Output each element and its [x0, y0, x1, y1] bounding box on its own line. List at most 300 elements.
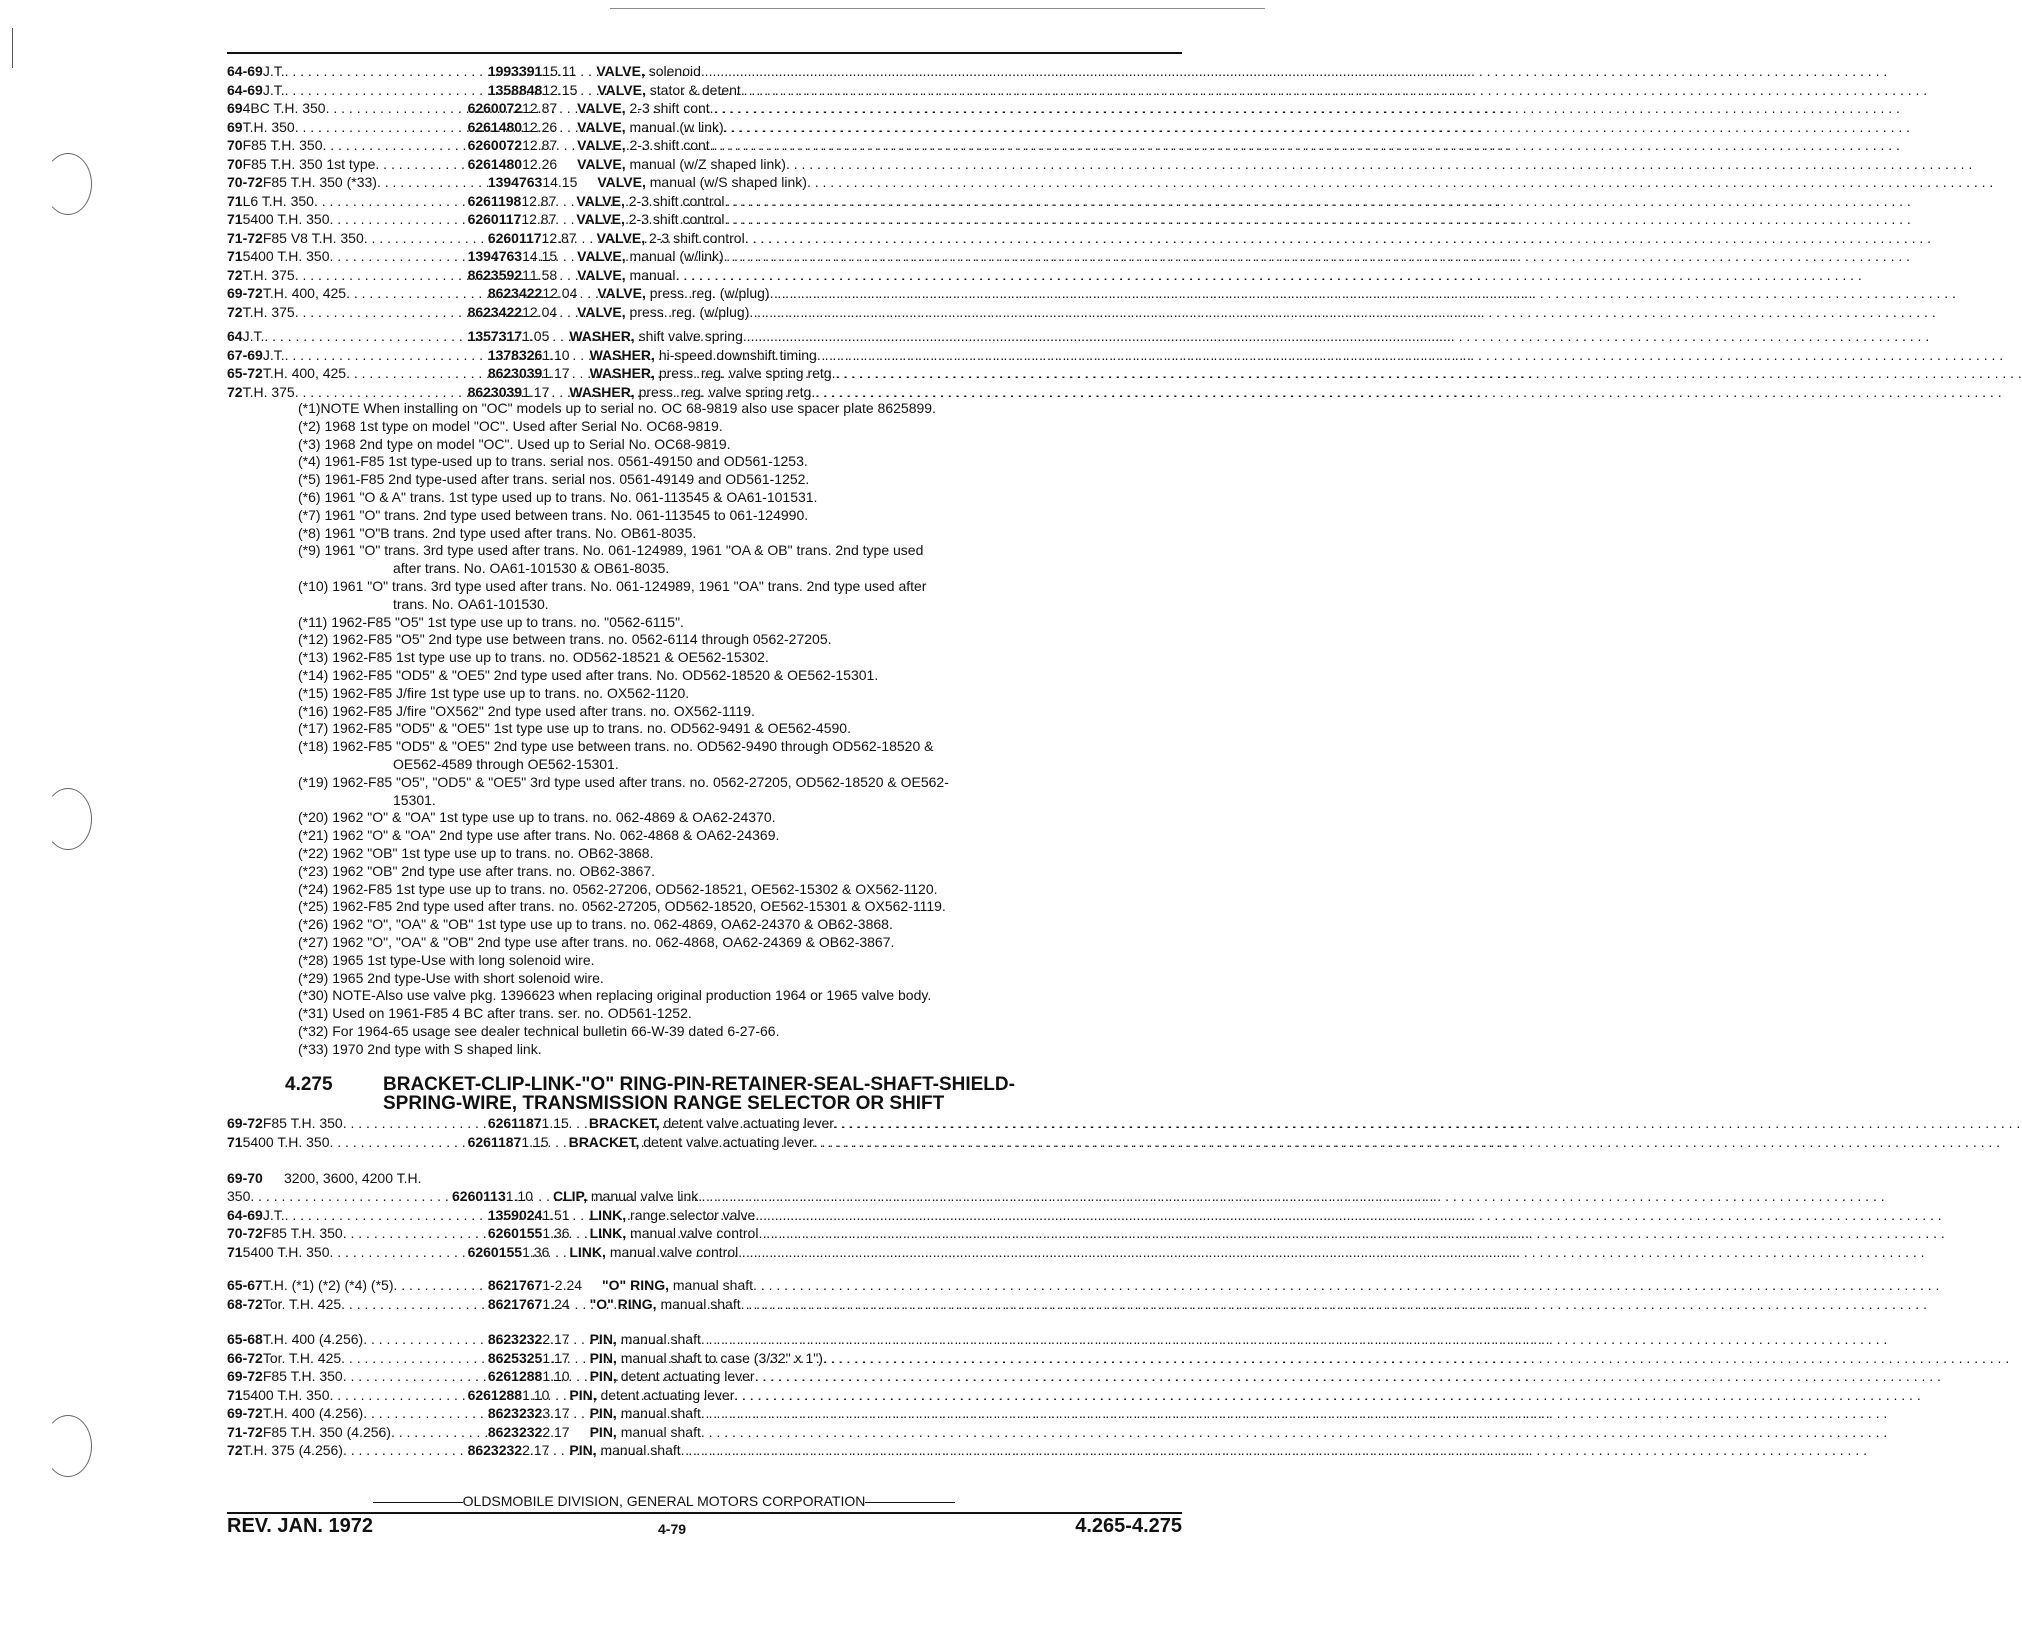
model-cell	[243, 1441, 468, 1460]
item-name: VALVE,	[597, 81, 646, 98]
year-cell: 64-69	[227, 81, 263, 98]
price-cell: 2.04	[550, 285, 578, 301]
item-detail: manual (w link)	[629, 118, 724, 135]
year-cell: 69	[227, 100, 243, 116]
quantity-cell: 1	[542, 1225, 551, 1241]
top-edge-line	[610, 8, 1265, 9]
item-name: VALVE,	[576, 211, 625, 227]
punch-hole	[44, 788, 92, 850]
model-text: F85 T.H. 350 1st type	[242, 155, 376, 172]
price-cell: .10	[550, 1368, 570, 1384]
part-number-cell: 6260155	[487, 1225, 543, 1241]
footnote-text: (*20) 1962 "O" & "OA" 1st type use up to trans. no. 062-4869 & OA62-24370.	[298, 809, 776, 826]
description-text	[569, 327, 743, 346]
price-cell: 2.87	[529, 211, 557, 227]
description-cell	[577, 247, 1910, 266]
footnote-text: (*26) 1962 "O", "OA" & "OB" 1st type use up to trans. no. 062-4869, OA62-24370 & OB62-3868.	[298, 916, 893, 933]
part-number-cell: 1378326	[487, 346, 543, 363]
year-cell: 71	[227, 192, 243, 209]
description-cell	[590, 1349, 2010, 1368]
parts-row	[227, 1276, 1182, 1295]
model-text: L6 T.H. 350	[242, 192, 314, 209]
description-text	[577, 247, 724, 266]
footnote-text: (*1)NOTE When installing on "OC" models up to serial no. OC 68-9819 also use spacer plate 8625899.	[298, 400, 936, 416]
quantity-cell: 1	[542, 1206, 551, 1223]
footnote-text: (*4) 1961-F85 1st type-used up to trans. serial nos. 0561-49150 and OD561-1253.	[298, 453, 808, 470]
description-text	[590, 1330, 701, 1349]
description-text	[597, 81, 740, 100]
footnote-continuation: after trans. No. OA61-101530 & OB61-8035.	[393, 560, 670, 577]
footnote	[290, 827, 1190, 845]
parts-row	[227, 155, 1182, 174]
part-number-cell: 6260072	[467, 137, 523, 153]
leader-dots	[741, 1295, 1927, 1314]
footnote	[290, 934, 1190, 952]
description-text	[590, 1295, 741, 1314]
leader-dots	[753, 1276, 1939, 1295]
year-cell: 64	[227, 328, 243, 344]
footnote	[290, 845, 1190, 863]
description-cell	[597, 229, 1931, 248]
part-number-cell: 6261480	[467, 118, 523, 135]
model-text: T.H. 375	[242, 303, 295, 320]
leader-dots	[755, 1367, 1941, 1386]
item-detail: detent valve actuating lever	[643, 1133, 814, 1150]
footnote-text: (*33) 1970 2nd type with S shaped link.	[298, 1040, 542, 1057]
item-detail: manual valve control	[630, 1225, 759, 1241]
description-cell	[590, 1423, 1888, 1442]
description-text	[569, 1386, 734, 1405]
model-text: 5400 T.H. 350	[242, 1133, 330, 1150]
footnote-text: (*28) 1965 1st type-Use with long solenoid wire.	[298, 951, 595, 968]
footnote-text: (*12) 1962-F85 "O5" 2nd type use between trans. no. 0562-6114 through 0562-27205.	[298, 631, 832, 648]
model-cell	[263, 1404, 488, 1423]
model-text: T.H. 375	[242, 266, 295, 283]
part-number-cell: 6260113	[452, 1188, 506, 1204]
description-cell	[569, 1243, 1924, 1262]
model-cell	[243, 247, 468, 266]
section-title-line2: SPRING-WIRE, TRANSMISSION RANGE SELECTOR OR SHIFT	[383, 1093, 945, 1114]
parts-row	[227, 1441, 1182, 1460]
item-detail: manual shaft	[660, 1295, 741, 1312]
leader-dots	[377, 173, 488, 192]
footnote	[290, 970, 1190, 988]
item-detail: press. reg. valve spring retg.	[638, 383, 816, 400]
part-number-cell: 6260117	[467, 211, 522, 227]
leader-dots	[743, 327, 1929, 346]
description-cell	[577, 303, 1936, 322]
parts-row	[227, 118, 1182, 137]
model-cell	[263, 1349, 488, 1368]
model-cell	[263, 1367, 488, 1386]
item-name: VALVE,	[597, 285, 646, 301]
description-cell	[577, 266, 1862, 285]
part-number-cell: 8623232	[487, 1331, 543, 1347]
model-text: 5400 T.H. 350	[242, 211, 330, 227]
leader-dots	[394, 1276, 488, 1295]
part-number-cell: 6261198	[467, 192, 522, 209]
parts-row	[227, 1386, 1182, 1405]
description-text	[589, 1114, 834, 1133]
item-name: VALVE,	[577, 248, 626, 264]
model-text: 5400 T.H. 350	[242, 1243, 330, 1260]
footnote-text: (*27) 1962 "O", "OA" & "OB" 2nd type use after trans. no. 062-4868, OA62-24369 & OB62-3867.	[298, 933, 895, 950]
description-cell	[590, 1295, 1927, 1314]
model-text: T.H. 375 (4.256)	[242, 1442, 343, 1458]
price-cell: 4.15	[529, 248, 558, 264]
parts-row	[227, 1295, 1182, 1314]
footnote	[290, 542, 1190, 578]
item-detail: stator & detent	[649, 81, 741, 98]
leader-dots	[755, 1206, 1941, 1225]
pin-parts-table	[227, 1330, 1182, 1460]
item-detail: manual shaft	[620, 1423, 701, 1440]
description-cell	[569, 1386, 1920, 1405]
year-cell: 70-72	[227, 174, 263, 190]
description-text	[577, 118, 724, 137]
quantity-cell: 1	[542, 174, 551, 190]
leader-dots	[724, 210, 1910, 229]
price-cell: .36	[529, 1243, 550, 1260]
model-cell	[243, 266, 468, 285]
description-text	[569, 1441, 680, 1460]
item-name: BRACKET,	[588, 1115, 660, 1131]
model-text: J.T.	[262, 1206, 285, 1223]
model-cell: 3200, 3600, 4200 T.H.	[284, 1170, 422, 1186]
year-cell: 66-72	[227, 1349, 263, 1366]
parts-row	[227, 284, 1182, 303]
item-detail: manual shaft	[620, 1405, 701, 1421]
leader-dots	[758, 1224, 1944, 1243]
footnote	[290, 987, 1190, 1005]
footnote	[290, 685, 1190, 703]
year-cell: 69-72	[227, 1115, 263, 1131]
parts-row	[227, 173, 1182, 192]
parts-row	[227, 1423, 1182, 1442]
item-name: "O" RING,	[602, 1277, 669, 1293]
quantity-cell: 3	[542, 1405, 551, 1421]
price-cell: .24	[562, 1277, 583, 1293]
footnote	[290, 898, 1190, 916]
footnote-text: (*31) Used on 1961-F85 4 BC after trans. ser. no. OD561-1252.	[298, 1005, 692, 1022]
parts-row	[227, 1367, 1182, 1386]
price-cell: 2.26	[529, 118, 558, 135]
item-name: CLIP,	[553, 1188, 587, 1204]
section-heading	[285, 1075, 1185, 1113]
footnote-continuation: 15301.	[393, 791, 436, 808]
model-text: T.H. (*1) (*2) (*4) (*5)	[262, 1277, 394, 1293]
model-text: F85 T.H. 350 (4.256)	[262, 1423, 391, 1440]
corporation-name: OLDSMOBILE DIVISION, GENERAL MOTORS CORPORATION	[462, 1493, 866, 1509]
description-cell	[553, 1187, 1885, 1206]
description-cell	[576, 210, 1910, 229]
model-cell	[263, 284, 488, 303]
description-cell	[589, 1114, 2020, 1133]
quantity-cell: 1	[522, 1386, 530, 1403]
price-cell: 5.11	[550, 63, 577, 79]
item-detail: solenoid	[648, 63, 701, 79]
parts-row	[227, 210, 1182, 229]
footnote	[290, 809, 1190, 827]
item-name: WASHER,	[569, 383, 635, 400]
description-text	[569, 383, 815, 402]
item-name: LINK,	[589, 1206, 627, 1223]
price-cell: .15	[529, 1133, 549, 1150]
item-name: "O" RING,	[589, 1295, 657, 1312]
item-detail: 2-3 shift control	[628, 192, 725, 209]
item-detail: press. reg. (w/plug)	[649, 285, 770, 301]
description-text	[590, 1206, 756, 1225]
description-text	[596, 62, 701, 81]
price-cell: .17	[550, 1331, 570, 1347]
model-text: T.H. 375	[242, 383, 295, 400]
model-cell	[263, 1295, 488, 1314]
revision-date: REV. JAN. 1972	[227, 1515, 374, 1537]
item-name: WASHER,	[589, 365, 655, 381]
footnote	[290, 916, 1190, 934]
item-name: LINK,	[569, 1243, 606, 1260]
parts-row	[227, 1243, 1182, 1262]
part-number-cell: 8623039	[467, 383, 523, 400]
model-text: J.T.	[262, 346, 285, 363]
item-name: WASHER,	[589, 346, 655, 363]
footnote-text: (*30) NOTE-Also use valve pkg. 1396623 when replacing original production 1964 or 1965 valve body.	[298, 987, 932, 1004]
washer-parts-table	[227, 327, 1182, 401]
model-text: F85 T.H. 350	[262, 1115, 343, 1131]
item-name: VALVE,	[596, 63, 645, 79]
part-number-cell: 1357317	[467, 328, 523, 344]
model-cell	[243, 136, 468, 155]
leader-dots	[770, 284, 1956, 303]
item-name: BRACKET,	[568, 1133, 640, 1150]
price-cell: 2.15	[550, 81, 578, 98]
footnote	[290, 667, 1190, 685]
year-cell: 69-72	[227, 1368, 263, 1384]
footnote-text: (*16) 1962-F85 J/fire "OX562" 2nd type used after trans. no. OX562-1119.	[298, 702, 755, 719]
leader-dots	[741, 81, 1927, 100]
footnote-text: (*29) 1965 2nd type-Use with short solenoid wire.	[298, 969, 604, 986]
footnote	[290, 471, 1190, 489]
description-cell	[590, 364, 2022, 383]
leader-dots	[701, 1404, 1887, 1423]
leader-dots	[701, 62, 1887, 81]
price-cell: .17	[529, 1442, 550, 1458]
year-cell: 71	[227, 211, 243, 227]
parts-row	[227, 229, 1182, 248]
section-number: 4.275	[285, 1074, 333, 1095]
part-number-cell: 6261187	[467, 1133, 522, 1150]
footnote	[290, 614, 1190, 632]
item-name: VALVE,	[577, 303, 626, 320]
section-title-line1: BRACKET-CLIP-LINK-"O" RING-PIN-RETAINER-SEAL-SHAFT-SHIELD-	[383, 1074, 1015, 1095]
footnote-text: (*14) 1962-F85 "OD5" & "OE5" 2nd type used after trans. No. OD562-18520 & OE562-15301.	[298, 666, 879, 683]
quantity-cell: 1	[505, 1188, 514, 1204]
item-detail: hi-speed downshift timing	[658, 346, 817, 363]
description-text	[569, 1133, 814, 1152]
description-cell	[590, 346, 2004, 365]
leader-dots	[675, 266, 1861, 285]
leader-dots	[734, 1386, 1920, 1405]
footnote-text: (*18) 1962-F85 "OD5" & "OE5" 2nd type use between trans. no. OD562-9490 through OD562-18520 &	[298, 738, 934, 755]
parts-row	[227, 99, 1182, 118]
item-detail: manual	[629, 266, 676, 283]
leader-dots	[724, 247, 1910, 266]
footnote	[290, 489, 1190, 507]
item-detail: manual (w/S shaped link)	[649, 174, 807, 190]
item-name: VALVE,	[577, 100, 626, 116]
quantity-cell: 1	[542, 1295, 551, 1312]
model-cell	[263, 1224, 488, 1243]
model-cell	[243, 192, 468, 211]
model-cell	[263, 364, 488, 383]
description-cell	[590, 1330, 1888, 1349]
part-number-cell: 6261187	[487, 1115, 542, 1131]
leader-dots	[817, 346, 2003, 365]
description-cell	[597, 284, 1956, 303]
item-detail: manual shaft to case (3/32" x 1")	[620, 1349, 823, 1366]
model-cell	[243, 383, 468, 402]
description-text	[576, 192, 724, 211]
parts-row	[227, 247, 1182, 266]
quantity-cell: 1	[522, 383, 530, 400]
year-cell: 64-69	[227, 63, 263, 79]
part-number-cell: 8623232	[487, 1423, 543, 1440]
model-text: T.H. 400 (4.256)	[262, 1405, 364, 1421]
leader-dots	[745, 229, 1931, 248]
leader-dots	[749, 303, 1935, 322]
description-cell	[577, 136, 1900, 155]
model-text: F85 T.H. 350	[262, 1368, 343, 1384]
item-detail: detent valve actuating lever	[663, 1115, 834, 1131]
quantity-cell: 1	[522, 1243, 530, 1260]
description-cell	[602, 1276, 1939, 1295]
year-cell: 70	[227, 137, 243, 153]
model-cell	[263, 1423, 488, 1442]
item-name: WASHER,	[569, 328, 635, 344]
model-text: T.H. 350	[242, 118, 295, 135]
year-cell: 65-67	[227, 1277, 263, 1293]
year-cell: 72	[227, 303, 243, 320]
price-cell: .10	[529, 1386, 550, 1403]
model-text: 4BC T.H. 350	[242, 100, 326, 116]
item-name: PIN,	[589, 1331, 617, 1347]
leader-dots	[814, 1133, 2000, 1152]
model-cell	[243, 1243, 468, 1262]
item-name: VALVE,	[577, 118, 626, 135]
model-text: J.T.	[262, 81, 285, 98]
price-cell: .05	[529, 328, 550, 344]
item-name: VALVE,	[576, 192, 625, 209]
footnote-text: (*9) 1961 "O" trans. 3rd type used after trans. No. 061-124989, 1961 "OA & OB" trans. 2nd type used	[298, 542, 924, 559]
quantity-cell: 1	[522, 100, 530, 116]
price-cell: 2.87	[529, 100, 558, 116]
model-text: J.T.	[242, 328, 265, 344]
model-cell	[227, 1187, 452, 1206]
quantity-cell: 1	[522, 303, 530, 320]
leader-dots	[834, 1114, 2020, 1133]
leader-dots	[738, 1243, 1924, 1262]
parts-row	[227, 1349, 1182, 1368]
footnote-text: (*3) 1968 2nd type on model "OC". Used up to Serial No. OC68-9819.	[298, 435, 731, 452]
item-name: VALVE,	[577, 155, 626, 172]
model-cell	[263, 173, 488, 192]
header-rule	[227, 52, 1182, 54]
item-name: PIN,	[589, 1423, 617, 1440]
leader-dots	[807, 173, 1993, 192]
footnote-text: (*10) 1961 "O" trans. 3rd type used after trans. No. 061-124989, 1961 "OA" trans. 2nd type used after	[298, 577, 927, 594]
year-cell: 71-72	[227, 229, 263, 246]
footnote	[290, 507, 1190, 525]
item-detail: manual shaft	[620, 1331, 701, 1347]
price-cell: .17	[550, 1349, 570, 1366]
parts-row	[227, 303, 1182, 322]
model-text: Tor. T.H. 425	[262, 1295, 342, 1312]
quantity-cell: 1	[522, 137, 530, 153]
year-cell: 71-72	[227, 1423, 263, 1440]
part-number-cell: 1358848	[487, 81, 543, 98]
price-cell: .17	[550, 1405, 570, 1421]
parts-row	[227, 62, 1182, 81]
item-name: PIN,	[589, 1368, 617, 1384]
quantity-cell: 1	[522, 118, 530, 135]
leader-dots	[714, 99, 1900, 118]
footnote-text: (*32) For 1964-65 usage see dealer technical bulletin 66-W-39 dated 6-27-66.	[298, 1022, 780, 1039]
leader-dots	[724, 192, 1910, 211]
parts-row	[227, 1330, 1182, 1349]
footnote-text: (*25) 1962-F85 2nd type used after trans. no. 0562-27205, OD562-18520, OE562-15301 & OX562-1119.	[298, 898, 946, 915]
price-cell: 1.58	[529, 266, 558, 283]
description-text	[576, 210, 724, 229]
price-cell: .15	[549, 1115, 569, 1131]
leader-dots	[698, 1187, 1884, 1206]
year-cell: 70-72	[227, 1225, 263, 1241]
footnote-text: (*24) 1962-F85 1st type use up to trans. no. 0562-27206, OD562-18521, OE562-15302 & OX562-1120.	[298, 880, 938, 897]
footnote-text: (*8) 1961 "O"B trans. 2nd type used after trans. No. OB61-8035.	[298, 524, 697, 541]
price-cell: 2.87	[529, 192, 557, 209]
footnote	[290, 720, 1190, 738]
description-text	[577, 136, 713, 155]
footnote-text: (*11) 1962-F85 "O5" 1st type use up to trans. no. "0562-6115".	[298, 613, 684, 630]
valve-parts-table	[227, 62, 1182, 321]
item-name: PIN,	[569, 1442, 597, 1458]
description-text	[553, 1187, 698, 1206]
price-cell: .17	[550, 1423, 570, 1440]
item-detail: manual (w/link)	[629, 248, 724, 264]
year-cell: 70	[227, 155, 243, 172]
footnote	[290, 703, 1190, 721]
model-cell	[263, 1330, 488, 1349]
price-cell: .10	[513, 1188, 533, 1204]
page-number: 4-79	[658, 1521, 687, 1537]
parts-row	[227, 1114, 1182, 1133]
quantity-cell: 1	[541, 1115, 550, 1131]
description-cell	[596, 62, 1887, 81]
price-cell: 2.04	[529, 303, 558, 320]
model-cell	[263, 1276, 488, 1295]
leader-dots	[701, 1423, 1887, 1442]
year-cell: 71	[227, 248, 243, 264]
description-cell	[569, 1133, 2000, 1152]
description-text	[577, 303, 749, 322]
footnote-text: (*6) 1961 "O & A" trans. 1st type used up to trans. No. 061-113545 & OA61-101531.	[298, 488, 818, 505]
description-cell	[590, 1206, 1942, 1225]
leader-dots	[375, 155, 467, 174]
price-cell: 4.15	[550, 174, 578, 190]
year-cell: 72	[227, 266, 243, 283]
description-text	[577, 266, 675, 285]
description-cell	[590, 1367, 1941, 1386]
quantity-cell: 1	[522, 328, 530, 344]
